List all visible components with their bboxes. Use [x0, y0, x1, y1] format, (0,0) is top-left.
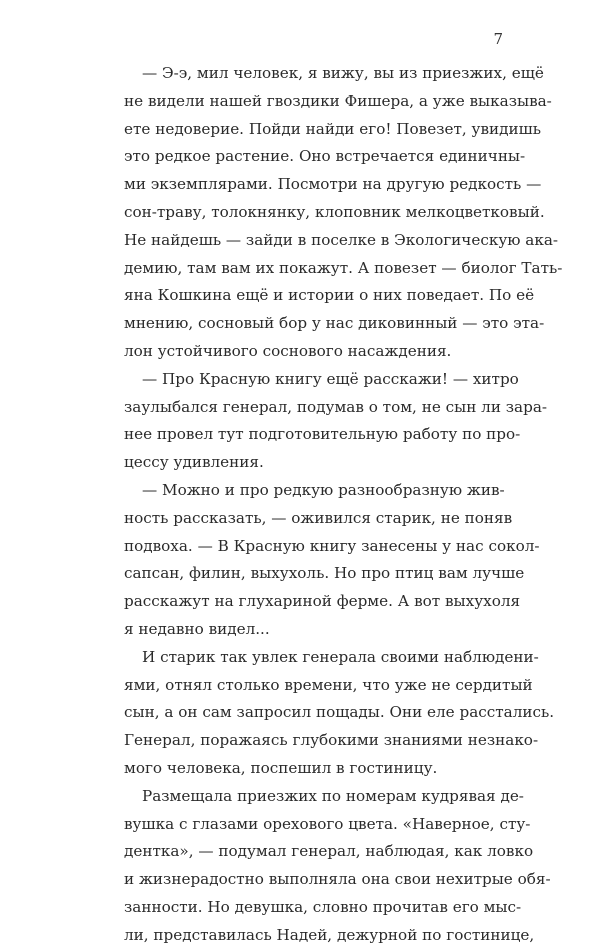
text-line: мнению, сосновый бор у нас диковинный — это эта- — [124, 314, 545, 333]
text-line: и жизнерадостно выполняла она свои нехитрые обя- — [124, 870, 551, 889]
text-line: лон устойчивого соснового насаждения. — [124, 341, 452, 360]
text-line: цессу удивления. — [124, 453, 264, 472]
text-line: Генерал, поражаясь глубокими знаниями незнако- — [124, 731, 539, 750]
text-line: демию, там вам их покажут. А повезет — биолог Тать- — [124, 258, 563, 277]
text-line: я недавно видел... — [124, 619, 270, 638]
text-line: сын, а он сам запросил пощады. Они еле расстались. — [124, 703, 555, 722]
text-line: яна Кошкина ещё и истории о них поведает. По её — [124, 286, 535, 305]
text-line: — Э-э, мил человек, я вижу, вы из приезжих, ещё — [142, 64, 544, 82]
text-line: Размещала приезжих по номерам кудрявая де- — [142, 786, 524, 805]
text-line: занности. Но девушка, словно прочитав его мыс- — [124, 897, 522, 916]
text-line: ете недоверие. Пойди найди его! Повезет, увидишь — [124, 119, 541, 138]
text-line: подвоха. — В Красную книгу занесены у нас сокол- — [124, 536, 540, 555]
text-line: ность рассказать, — оживился старик, не поняв — [124, 508, 513, 527]
text-line: И старик так увлек генерала своими наблюдени- — [142, 647, 539, 666]
text-line: не видели нашей гвоздики Фишера, а уже выказыва- — [124, 91, 552, 110]
text-line: расскажут на глухариной ферме. А вот выхухоля — [124, 592, 521, 611]
text-line: ли, представилась Надей, дежурной по гостинице, — [124, 925, 535, 944]
text-line: это редкое растение. Оно встречается единичны- — [124, 147, 526, 166]
page-number: 7 — [493, 30, 503, 48]
text-line: — Можно и про редкую разнообразную жив- — [142, 480, 505, 499]
text-line: дентка», — подумал генерал, наблюдая, как ловко — [124, 842, 534, 861]
text-line: — Про Красную книгу ещё расскажи! — хитро — [142, 369, 519, 388]
text-line: сон-траву, толокнянку, клоповник мелкоцветковый. — [124, 202, 545, 221]
text-line: нее провел тут подготовительную работу по про- — [124, 425, 521, 444]
text-line: ями, отнял столько времени, что уже не сердитый — [124, 675, 533, 694]
text-line: ми экземплярами. Посмотри на другую редкость — — [124, 175, 542, 194]
text-line: мого человека, поспешил в гостиницу. — [124, 758, 438, 777]
text-line: Не найдешь — зайди в поселке в Экологическую ака- — [124, 230, 559, 249]
text-line: сапсан, филин, выхухоль. Но про птиц вам лучше — [124, 564, 525, 583]
text-line: вушка с глазами орехового цвета. «Наверное, сту- — [124, 814, 531, 833]
body-text — [124, 60, 563, 950]
text-line: заулыбался генерал, подумав о том, не сын ли зара- — [124, 397, 548, 416]
